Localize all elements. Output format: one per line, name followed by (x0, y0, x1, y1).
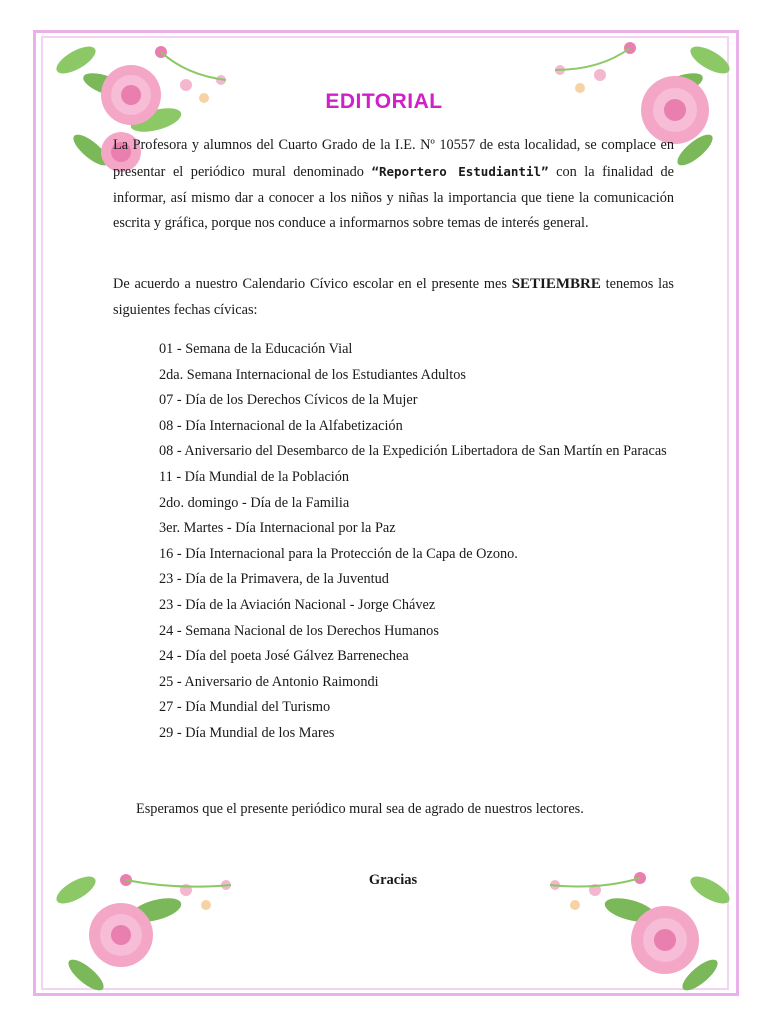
calendar-intro-start: De acuerdo a nuestro Calendario Cívico escolar en el presente mes (113, 276, 512, 292)
newspaper-name: “Reportero Estudiantil” (371, 163, 549, 179)
page-title: EDITORIAL (325, 90, 443, 113)
list-item: 29 - Día Mundial de los Mares (159, 724, 335, 741)
civic-dates-list (159, 337, 679, 747)
list-item: 08 - Aniversario del Desembarco de la Expedición Libertadora de San Martín en Paracas (159, 443, 667, 460)
list-item: 11 - Día Mundial de la Población (159, 468, 350, 485)
list-item: 2da. Semana Internacional de los Estudiantes Adultos (159, 366, 466, 383)
month-name: SETIEMBRE (511, 276, 601, 292)
calendar-intro-paragraph (113, 272, 674, 324)
list-item: 3er. Martes - Día Internacional por la Paz (159, 520, 396, 537)
list-item: 01 - Semana de la Educación Vial (159, 341, 353, 357)
list-item: 08 - Día Internacional de la Alfabetización (159, 417, 403, 434)
list-item: 24 - Día del poeta José Gálvez Barrenechea (159, 648, 409, 665)
intro-text-start: La Profesora y alumnos del Cuarto Grado de la I.E. Nº 10557 de esta localidad, se complace en presentar el periódico mural denominado (113, 137, 674, 180)
list-item: 23 - Día de la Aviación Nacional - Jorge Chávez (159, 596, 436, 613)
intro-paragraph (113, 133, 674, 237)
signoff-text: Gracias (368, 872, 418, 888)
list-item: 23 - Día de la Primavera, de la Juventud (159, 571, 389, 588)
closing-text: Esperamos que el presente periódico mural sea de agrado de nuestros lectores. (136, 801, 584, 817)
list-item: 07 - Día de los Derechos Cívicos de la Mujer (159, 392, 418, 409)
list-item: 16 - Día Internacional para la Protección de la Capa de Ozono. (159, 545, 518, 562)
list-item: 25 - Aniversario de Antonio Raimondi (159, 673, 379, 690)
list-item: 27 - Día Mundial del Turismo (159, 699, 331, 716)
calendar-intro-end: tenemos las siguientes fechas cívicas: (113, 276, 674, 318)
list-item: 2do. domingo - Día de la Familia (159, 494, 350, 511)
intro-text-end: con la finalidad de informar, así mismo dar a conocer a los niños y niñas la importancia que tiene la comunicación escrita y gráfica, porque nos conduce a informarnos sobre temas de interés general. (113, 163, 675, 232)
list-item: 24 - Semana Nacional de los Derechos Humanos (159, 622, 439, 639)
